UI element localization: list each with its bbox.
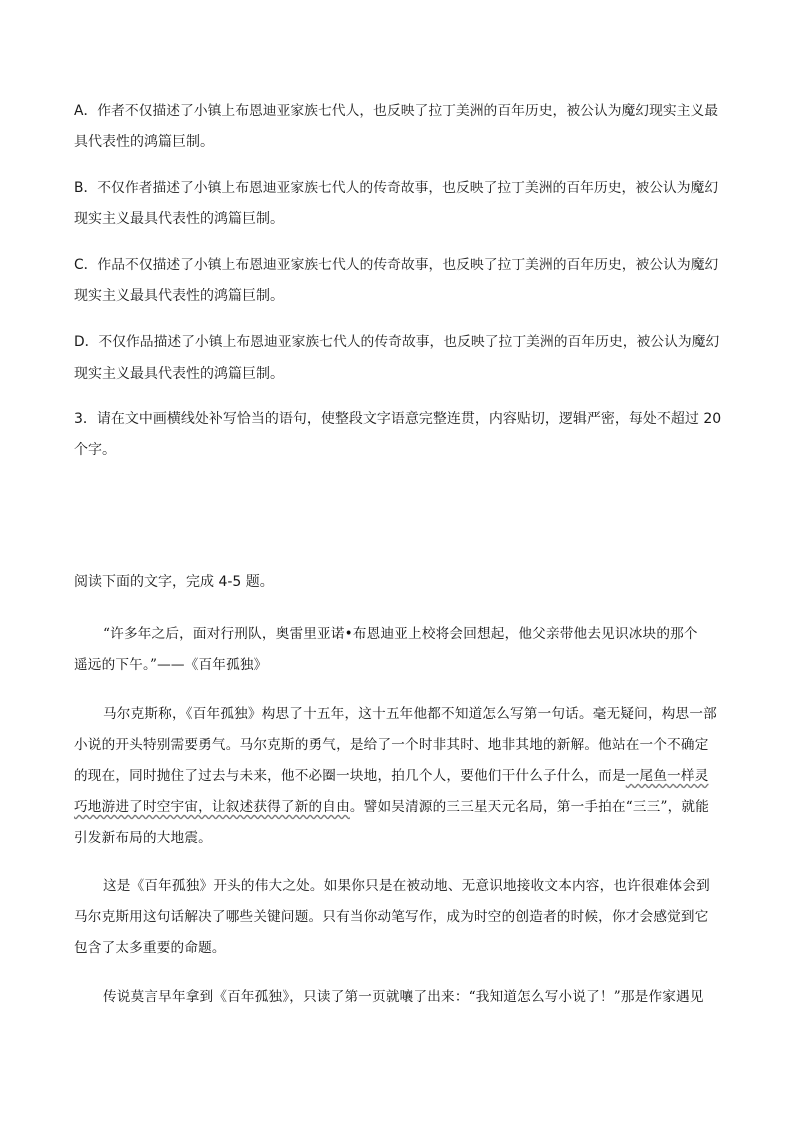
wavy-underlined-phrase-start: 一尾鱼一样灵 [625, 768, 709, 784]
question-3-line-2: 个字。 [74, 442, 116, 458]
option-a-line-2: 具代表性的鸿篇巨制。 [74, 134, 214, 150]
option-b-line-1: B．不仅作者描述了小镇上布恩迪亚家族七代人的传奇故事，也反映了拉丁美洲的百年历史，被公认为魔幻 [74, 180, 719, 196]
option-d-line-2: 现实主义最具代表性的鸿篇巨制。 [74, 366, 284, 382]
passage-p2-line-4-text: 。譬如吴清源的三三星天元名局，第一手拍在“三三”，就能 [349, 799, 710, 815]
option-a-line-1: A．作者不仅描述了小镇上布恩迪亚家族七代人，也反映了拉丁美洲的百年历史，被公认为魔幻现实主义最 [74, 103, 719, 119]
option-c-line-2: 现实主义最具代表性的鸿篇巨制。 [74, 288, 284, 304]
passage-p1-line-2: 遥远的下午。”——《百年孤独》 [74, 657, 268, 673]
question-3-line-1: 3．请在文中画横线处补写恰当的语句，使整段文字语意完整连贯，内容贴切，逻辑严密，每处不超过 20 [74, 411, 722, 427]
passage-p2-line-1: 马尔克斯称，《百年孤独》构思了十五年，这十五年他都不知道怎么写第一句话。毫无疑问，构思一部 [103, 706, 717, 722]
passage-p1-line-1: “许多年之后，面对行刑队，奥雷里亚诺•布恩迪亚上校将会回想起，他父亲带他去见识冰块的那个 [103, 626, 698, 642]
reading-intro: 阅读下面的文字，完成 4-5 题。 [74, 574, 274, 590]
passage-p2-line-3-text: 的现在，同时抛住了过去与未来，他不必圈一块地，拍几个人，要他们干什么子什么，而是 [74, 768, 626, 784]
passage-p2-line-3 [74, 768, 709, 784]
option-c-line-1: C．作品不仅描述了小镇上布恩迪亚家族七代人的传奇故事，也反映了拉丁美洲的百年历史，被公认为魔幻 [74, 257, 719, 273]
option-b-line-2: 现实主义最具代表性的鸿篇巨制。 [74, 211, 284, 227]
wavy-underlined-phrase-end: 巧地游进了时空宇宙，让叙述获得了新的自由 [74, 799, 350, 815]
passage-p2-line-5: 引发新布局的大地震。 [74, 830, 212, 846]
passage-p4-line-1: 传说莫言早年拿到《百年孤独》，只读了第一页就嚷了出来：“我知道怎么写小说了！”那是作家遇见 [103, 989, 704, 1005]
passage-p3-line-2: 马尔克斯用这句话解决了哪些关键问题。只有当你动笔写作，成为时空的创造者的时候，你才会感觉到它 [74, 909, 709, 925]
passage-p2-line-2: 小说的开头特别需要勇气。马尔克斯的勇气，是给了一个时非其时、地非其地的新解。他站在一个不确定 [74, 737, 709, 753]
option-d-line-1: D．不仅作品描述了小镇上布恩迪亚家族七代人的传奇故事，也反映了拉丁美洲的百年历史，被公认为魔幻 [74, 334, 720, 350]
passage-p2-line-4 [74, 799, 709, 815]
passage-p3-line-1: 这是《百年孤独》开头的伟大之处。如果你只是在被动地、无意识地接收文本内容，也许很难体会到 [103, 878, 710, 894]
passage-p3-line-3: 包含了太多重要的命题。 [74, 940, 226, 956]
